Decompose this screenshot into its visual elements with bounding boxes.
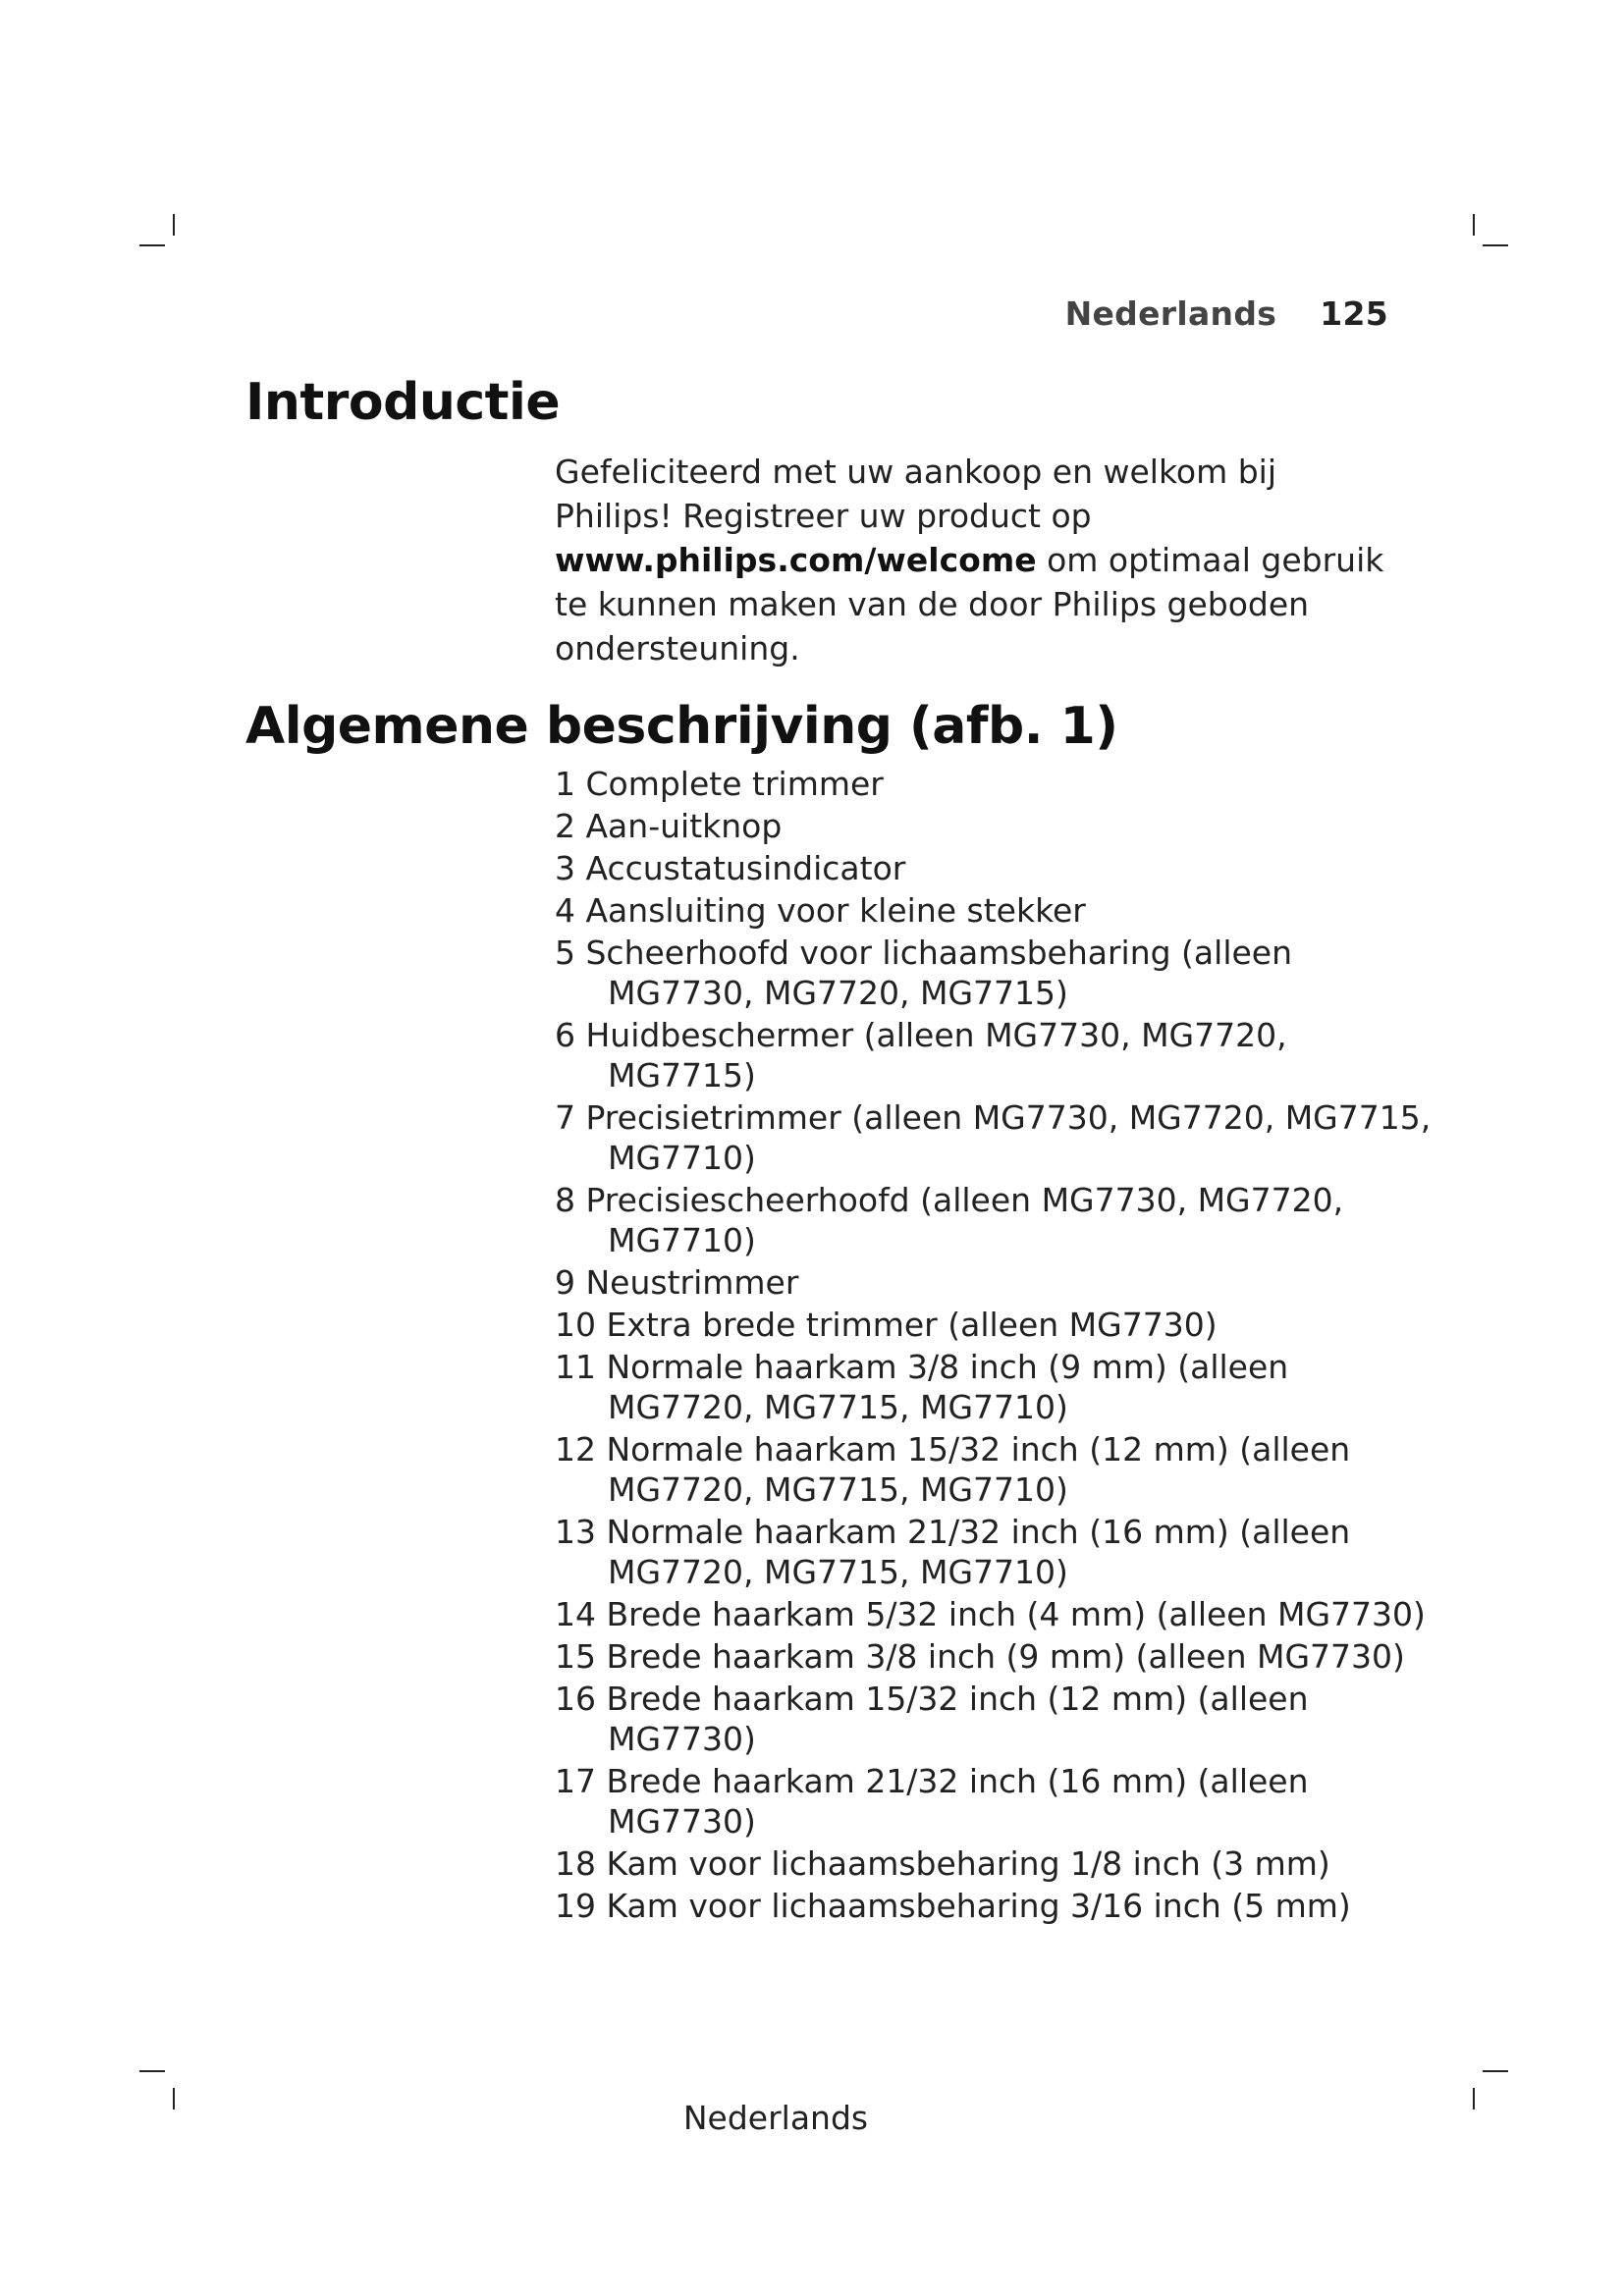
list-item: 9 Neustrimmer [555, 1263, 799, 1302]
welcome-url: www.philips.com/welcome [555, 541, 1037, 579]
general-description-heading: Algemene beschrijving (afb. 1) [245, 697, 1118, 756]
list-item: 6 Huidbeschermer (alleen MG7730, MG7720, MG7715) [555, 1016, 1287, 1095]
list-item: 17 Brede haarkam 21/32 inch (16 mm) (alleen MG7730) [555, 1762, 1309, 1841]
intro-text-after-url: om optimaal gebruik te kunnen maken van de door Philips geboden ondersteuning. [555, 541, 1384, 667]
running-header [1065, 294, 1388, 333]
list-item: 15 Brede haarkam 3/8 inch (9 mm) (alleen MG7730) [555, 1637, 1405, 1676]
crop-mark-top-left-vertical [173, 214, 175, 236]
footer-language: Nederlands [682, 2099, 869, 2137]
crop-mark-bottom-left-horizontal [139, 2070, 165, 2072]
list-item: 12 Normale haarkam 15/32 inch (12 mm) (alleen MG7720, MG7715, MG7710) [555, 1430, 1351, 1509]
page-number: 125 [1320, 294, 1388, 333]
list-item: 19 Kam voor lichaamsbeharing 3/16 inch (5 mm) [555, 1887, 1351, 1925]
list-item: 4 Aansluiting voor kleine stekker [555, 891, 1086, 930]
list-item: 13 Normale haarkam 21/32 inch (16 mm) (alleen MG7720, MG7715, MG7710) [555, 1513, 1351, 1591]
crop-mark-bottom-right-horizontal [1483, 2070, 1508, 2072]
crop-mark-top-right-vertical [1473, 214, 1475, 236]
list-item: 1 Complete trimmer [555, 765, 884, 803]
crop-mark-top-right-horizontal [1483, 244, 1508, 246]
list-item: 18 Kam voor lichaamsbeharing 1/8 inch (3 mm) [555, 1844, 1330, 1883]
list-item: 16 Brede haarkam 15/32 inch (12 mm) (alleen MG7730) [555, 1680, 1309, 1758]
crop-mark-top-left-horizontal [139, 244, 165, 246]
parts-list [555, 764, 1438, 1928]
list-item: 5 Scheerhoofd voor lichaamsbeharing (alleen MG7730, MG7720, MG7715) [555, 934, 1293, 1012]
intro-text-before-url: Gefeliciteerd met uw aankoop en welkom bij Philips! Registreer uw product op [555, 453, 1277, 535]
list-item: 7 Precisietrimmer (alleen MG7730, MG7720, MG7715, MG7710) [555, 1098, 1432, 1177]
list-item: 2 Aan-uitknop [555, 807, 783, 845]
list-item: 3 Accustatusindicator [555, 849, 906, 887]
list-item: 11 Normale haarkam 3/8 inch (9 mm) (alleen MG7720, MG7715, MG7710) [555, 1348, 1289, 1426]
list-item: 8 Precisiescheerhoofd (alleen MG7730, MG7720, MG7710) [555, 1181, 1344, 1259]
intro-paragraph [555, 450, 1399, 670]
header-language: Nederlands [1064, 294, 1277, 333]
list-item: 10 Extra brede trimmer (alleen MG7730) [555, 1306, 1218, 1344]
intro-heading: Introductie [245, 373, 561, 432]
list-item: 14 Brede haarkam 5/32 inch (4 mm) (alleen MG7730) [555, 1595, 1426, 1633]
